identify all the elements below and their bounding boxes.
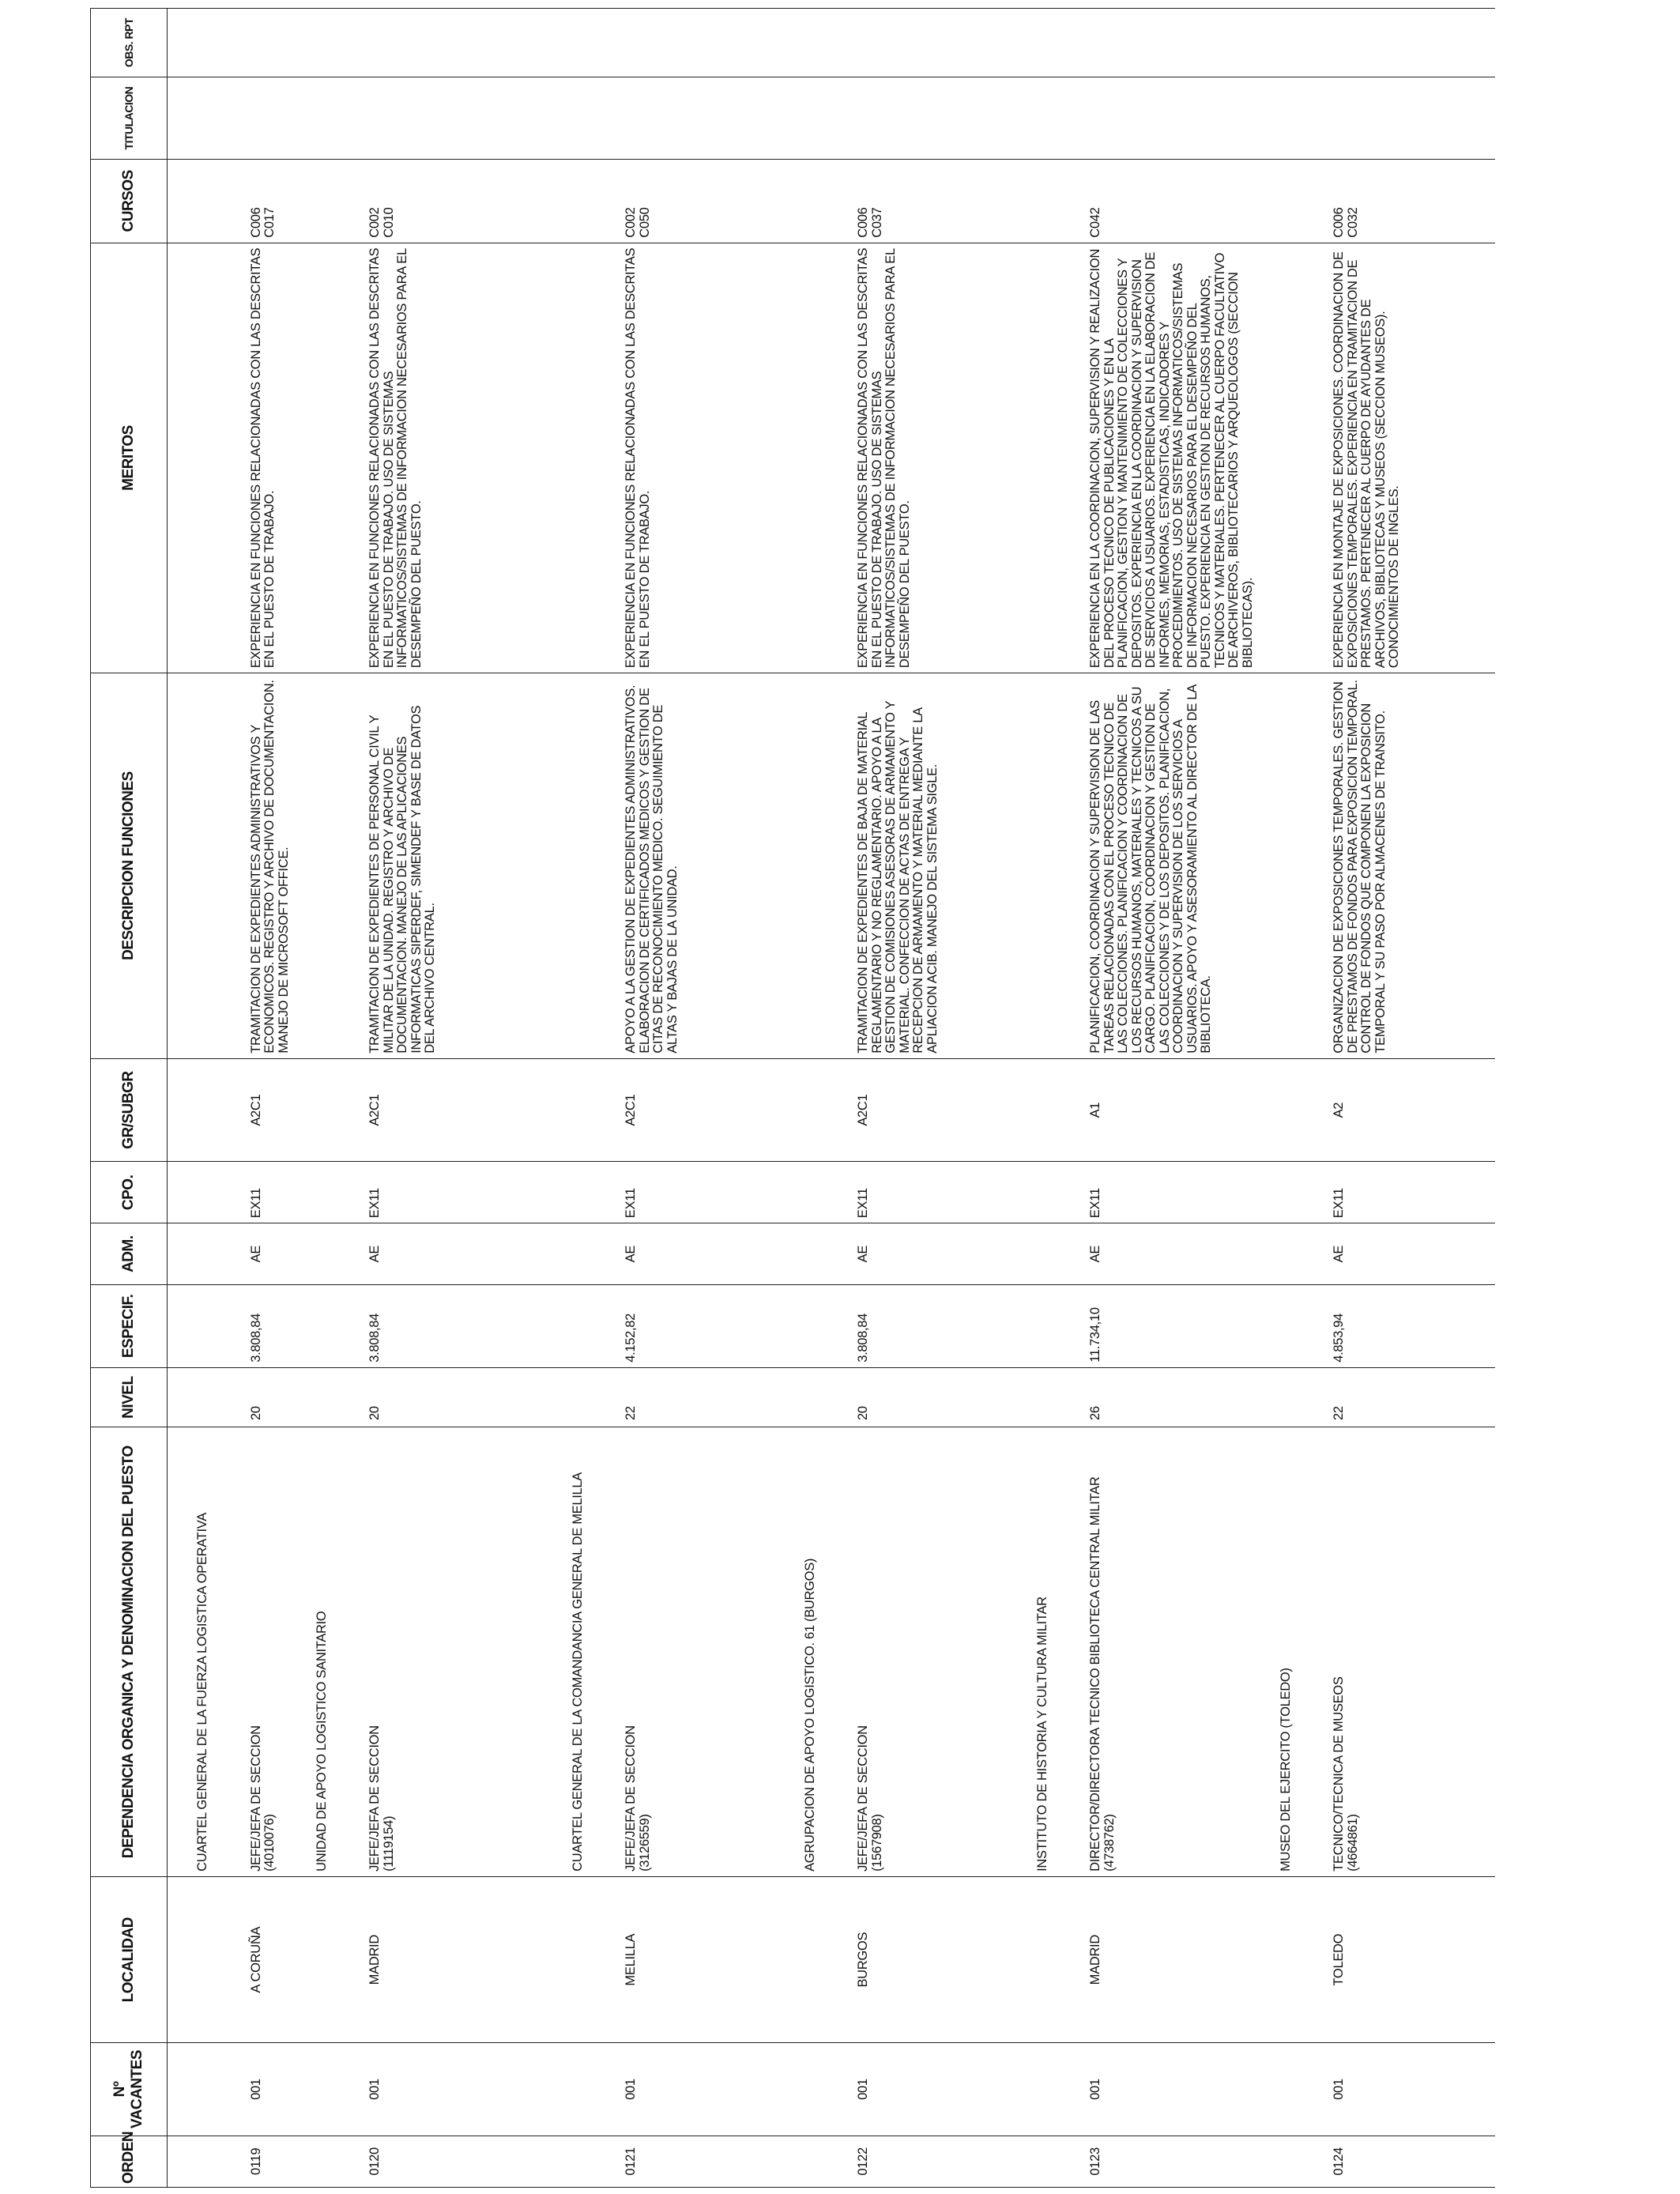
cpo-cell: EX11 [1054,1162,1255,1223]
header-dependencia: DEPENDENCIA ORGANICA Y DENOMINACION DEL PUESTO [91,1427,168,1876]
cpo-cell: EX11 [215,1162,292,1223]
unit-row [779,9,822,2188]
titulacion-cell [1298,77,1495,160]
puesto-cell [215,1427,292,1876]
empty-cell [1255,1367,1298,1427]
puesto-name: DIRECTOR/DIRECTORA TECNICO BIBLIOTECA CENTRAL MILITAR [1088,1476,1102,1872]
adm-cell: AE [1054,1223,1255,1285]
table-row [1054,9,1255,2188]
grupo-cell: A2 [1298,1058,1495,1162]
especif-cell: 4.152,82 [590,1285,779,1368]
unit-row [1011,9,1054,2188]
header-row [91,9,168,2188]
empty-cell [779,2043,822,2136]
nivel-cell: 20 [333,1367,547,1427]
puesto-cell [333,1427,547,1876]
empty-cell [1255,9,1298,77]
table-row [215,9,292,2188]
cpo-cell: EX11 [590,1162,779,1223]
unit-row [168,9,215,2188]
meritos-cell: EXPERIENCIA EN FUNCIONES RELACIONADAS CON LAS DESCRITAS EN EL PUESTO DE TRABAJO. USO DE SISTEMAS INFORMATICOS/SISTEMAS DE INFORMACION NECESARIOS PARA EL DESEMPEÑO DEL PUESTO. [333,243,547,673]
empty-cell [779,1058,822,1162]
empty-cell [547,673,590,1059]
table-row [1298,9,1495,2188]
empty-cell [547,159,590,243]
empty-cell [547,2136,590,2187]
header-obs: OBS. RPT [91,9,168,77]
obs-cell [1298,9,1495,77]
empty-cell [168,9,215,77]
obs-cell [822,9,1011,77]
cpo-cell: EX11 [1298,1162,1495,1223]
orden-cell: 0122 [822,2136,1011,2187]
grupo-cell: A1 [1054,1058,1255,1162]
header-nivel: NIVEL [91,1367,168,1427]
empty-cell [547,1876,590,2043]
titulacion-cell [822,77,1011,160]
empty-cell [291,673,333,1059]
cursos-cell: C002 C050 [590,159,779,243]
funciones-cell: APOYO A LA GESTION DE EXPEDIENTES ADMINISTRATIVOS. ELABORACION DE CERTIFICADOS MEDICOS Y GESTION DE CITAS DE RECONOCIMIENTO MEDICO. SEGUIMIENTO DE ALTAS Y BAJAS DE LA UNIDAD. [590,673,779,1059]
especif-cell: 3.808,84 [333,1285,547,1368]
adm-cell: AE [333,1223,547,1285]
empty-cell [291,1162,333,1223]
empty-cell [1011,2136,1054,2187]
especif-cell: 3.808,84 [822,1285,1011,1368]
adm-cell: AE [1298,1223,1495,1285]
funciones-cell: TRAMITACION DE EXPEDIENTES DE BAJA DE MATERIAL REGLAMENTARIO Y NO REGLAMENTARIO. APOYO A LA GESTION DE COMISIONES ASESORAS DE ARMAMENTO Y MATERIAL. CONFECCION DE ACTAS DE ENTREGA Y RECEPCION DE ARMAMENTO Y MATERIAL MEDIANTE LA APLIACION ACIB. MANEJO DEL SISTEMA SIGLE. [822,673,1011,1059]
empty-cell [547,1285,590,1368]
empty-cell [779,673,822,1059]
especif-cell: 11.734,10 [1054,1285,1255,1368]
orden-cell: 0123 [1054,2136,1255,2187]
table-row [590,9,779,2188]
grupo-cell: A2C1 [333,1058,547,1162]
cpo-cell: EX11 [333,1162,547,1223]
vacantes-cell: 001 [822,2043,1011,2136]
nivel-cell: 20 [215,1367,292,1427]
empty-cell [779,1162,822,1223]
empty-cell [1255,1285,1298,1368]
localidad-cell: MADRID [333,1876,547,2043]
cursos-cell: C006 C037 [822,159,1011,243]
empty-cell [291,77,333,160]
empty-cell [547,2043,590,2136]
vacantes-cell: 001 [333,2043,547,2136]
empty-cell [1011,1162,1054,1223]
obs-cell [590,9,779,77]
header-vacantes: Nº VACANTES [91,2043,168,2136]
unit-name: MUSEO DEL EJERCITO (TOLEDO) [1255,1427,1298,1876]
localidad-cell: BURGOS [822,1876,1011,2043]
unit-row [1255,9,1298,2188]
empty-cell [779,159,822,243]
empty-cell [1011,9,1054,77]
puesto-name: JEFE/JEFA DE SECCION [623,1725,638,1872]
empty-cell [168,243,215,673]
empty-cell [779,77,822,160]
empty-cell [1255,1162,1298,1223]
empty-cell [1255,159,1298,243]
obs-cell [333,9,547,77]
localidad-cell: MELILLA [590,1876,779,2043]
empty-cell [291,243,333,673]
puesto-cell [1054,1427,1255,1876]
unit-name: CUARTEL GENERAL DE LA COMANDANCIA GENERAL DE MELILLA [547,1427,590,1876]
empty-cell [779,9,822,77]
empty-cell [168,2136,215,2187]
titulacion-cell [215,77,292,160]
puesto-code: (4664861) [1345,1814,1360,1872]
nivel-cell: 26 [1054,1367,1255,1427]
nivel-cell: 22 [1298,1367,1495,1427]
titulacion-cell [590,77,779,160]
nivel-cell: 22 [590,1367,779,1427]
empty-cell [1011,243,1054,673]
puesto-code: (1119154) [381,1815,396,1872]
empty-cell [291,2043,333,2136]
empty-cell [168,673,215,1059]
puesto-cell [590,1427,779,1876]
empty-cell [1255,77,1298,160]
empty-cell [1011,673,1054,1059]
puesto-cell [1298,1427,1495,1876]
empty-cell [779,1876,822,2043]
grupo-cell: A2C1 [590,1058,779,1162]
empty-cell [291,159,333,243]
empty-cell [291,9,333,77]
empty-cell [291,1285,333,1368]
empty-cell [779,1223,822,1285]
header-titulacion: TITULACION [91,77,168,160]
empty-cell [168,159,215,243]
adm-cell: AE [822,1223,1011,1285]
puesto-name: TECNICO/TECNICA DE MUSEOS [1332,1676,1346,1872]
grupo-cell: A2C1 [215,1058,292,1162]
empty-cell [168,1285,215,1368]
cursos-cell: C006 C032 [1298,159,1495,243]
cpo-cell: EX11 [822,1162,1011,1223]
vacantes-cell: 001 [215,2043,292,2136]
empty-cell [291,1367,333,1427]
localidad-cell: MADRID [1054,1876,1255,2043]
empty-cell [547,1162,590,1223]
header-meritos: MERITOS [91,243,168,673]
header-cursos: CURSOS [91,159,168,243]
cursos-cell: C002 C010 [333,159,547,243]
empty-cell [1011,1285,1054,1368]
adm-cell: AE [590,1223,779,1285]
orden-cell: 0119 [215,2136,292,2187]
puesto-code: (3126559) [637,1814,652,1872]
empty-cell [168,1162,215,1223]
meritos-cell: EXPERIENCIA EN MONTAJE DE EXPOSICIONES. COORDINACION DE EXPOSICIONES TEMPORALES. EXPERIENCIA EN TRAMITACION DE PRESTAMOS. PERTENECER AL CUERPO DE AYUDANTES DE ARCHIVOS, BIBLIOTECAS Y MUSEOS (SECCION MUSEOS). CONOCIMIENTOS DE INGLES. [1298,243,1495,673]
header-grupo: GR/SUBGR [91,1058,168,1162]
vacantes-cell: 001 [1054,2043,1255,2136]
funciones-cell: PLANIFICACION, COORDINACION Y SUPERVISION DE LAS TAREAS RELACIONADAS CON EL PROCESO TECNICO DE LAS COLECCIONES. PLANIFICACION Y COORDINACION DE LOS RECURSOS HUMANOS, MATERIALES Y TECNICOS A SU CARGO. PLANIFICACION, COORDINACION Y GESTION DE LAS COLECCIONES Y DE LOS DEPOSITOS. PLANIFICACION, COORDINACION Y SUPERVISION DE LOS SERVICIOS A USUARIOS. APOYO Y ASESORAMIENTO AL DIRECTOR DE LA BIBLIOTECA. [1054,673,1255,1059]
header-localidad: LOCALIDAD [91,1876,168,2043]
empty-cell [547,243,590,673]
empty-cell [168,2043,215,2136]
cursos-cell: C006 C017 [215,159,292,243]
puesto-cell [822,1427,1011,1876]
obs-cell [215,9,292,77]
empty-cell [168,1876,215,2043]
empty-cell [779,1367,822,1427]
puesto-code: (1567908) [869,1814,884,1872]
obs-cell [1054,9,1255,77]
empty-cell [291,1223,333,1285]
titulacion-cell [333,77,547,160]
empty-cell [1255,1876,1298,2043]
empty-cell [1011,159,1054,243]
vacantes-cell: 001 [1298,2043,1495,2136]
puesto-name: JEFE/JEFA DE SECCION [248,1725,263,1872]
empty-cell [168,1367,215,1427]
funciones-cell: ORGANIZACION DE EXPOSICIONES TEMPORALES. GESTION DE PRESTAMOS DE FONDOS PARA EXPOSICION TEMPORAL. CONTROL DE FONDOS QUE COMPONEN LA EXPOSICION TEMPORAL Y SU PASO POR ALMACENES DE TRANSITO. [1298,673,1495,1059]
adm-cell: AE [215,1223,292,1285]
unit-name: UNIDAD DE APOYO LOGISTICO SANITARIO [291,1427,333,1876]
header-especif: ESPECIF. [91,1285,168,1368]
localidad-cell: TOLEDO [1298,1876,1495,2043]
empty-cell [168,1058,215,1162]
unit-name: INSTITUTO DE HISTORIA Y CULTURA MILITAR [1011,1427,1054,1876]
empty-cell [291,1058,333,1162]
empty-cell [1255,2136,1298,2187]
empty-cell [168,77,215,160]
empty-cell [547,9,590,77]
funciones-cell: TRAMITACION DE EXPEDIENTES ADMINISTRATIVOS Y ECONOMICOS. REGISTRO Y ARCHIVO DE DOCUMENTACION. MANEJO DE MICROSOFT OFFICE. [215,673,292,1059]
empty-cell [168,1223,215,1285]
puesto-name: JEFE/JEFA DE SECCION [367,1725,382,1872]
header-cpo: CPO. [91,1162,168,1223]
empty-cell [779,1285,822,1368]
empty-cell [779,2136,822,2187]
empty-cell [1011,1058,1054,1162]
orden-cell: 0120 [333,2136,547,2187]
empty-cell [1011,77,1054,160]
rotated-sheet [90,8,1401,2188]
titulacion-cell [1054,77,1255,160]
puesto-code: (4738762) [1102,1814,1117,1872]
empty-cell [547,1223,590,1285]
table-row [333,9,547,2188]
empty-cell [1255,2043,1298,2136]
puesto-name: JEFE/JEFA DE SECCION [856,1725,870,1872]
empty-cell [1255,1223,1298,1285]
empty-cell [1255,243,1298,673]
empty-cell [547,1367,590,1427]
header-orden: ORDEN [91,2136,168,2187]
empty-cell [1255,673,1298,1059]
vacantes-cell: 001 [590,2043,779,2136]
meritos-cell: EXPERIENCIA EN FUNCIONES RELACIONADAS CON LAS DESCRITAS EN EL PUESTO DE TRABAJO. [215,243,292,673]
orden-cell: 0121 [590,2136,779,2187]
grupo-cell: A2C1 [822,1058,1011,1162]
empty-cell [1255,1058,1298,1162]
empty-cell [1011,1876,1054,2043]
localidad-cell: A CORUÑA [215,1876,292,2043]
header-adm: ADM. [91,1223,168,1285]
unit-row [291,9,333,2188]
empty-cell [1011,1223,1054,1285]
nivel-cell: 20 [822,1367,1011,1427]
empty-cell [291,2136,333,2187]
empty-cell [779,243,822,673]
header-funciones: DESCRIPCION FUNCIONES [91,673,168,1059]
cursos-cell: C042 [1054,159,1255,243]
unit-row [547,9,590,2188]
meritos-cell: EXPERIENCIA EN LA COORDINACION, SUPERVISION Y REALIZACION DEL PROCESO TECNICO DE PUBLICACIONES Y EN LA PLANIFICACION, GESTION Y MANTENIMIENTO DE COLECCIONES Y DEPOSITOS. EXPERIENCIA EN LA COORDINACION Y SUPERVISION DE SERVICIOS A USUARIOS. EXPERIENCIA EN LA ELABORACION DE INFORMES, MEMORIAS, ESTADISTICAS, INDICADORES Y PROCEDIMIENTOS. USO DE SISTEMAS INFORMATICOS/SISTEMAS DE INFORMACION NECESARIOS PARA EL DESEMPEÑO DEL PUESTO. EXPERIENCIA EN GESTION DE RECURSOS HUMANOS, TECNICOS Y MATERIALES. PERTENECER AL CUERPO FACULTATIVO DE ARCHIVEROS, BIBLIOTECARIOS Y ARQUEOLOGOS (SECCION BIBLIOTECAS). [1054,243,1255,673]
orden-cell: 0124 [1298,2136,1495,2187]
unit-name: AGRUPACION DE APOYO LOGISTICO. 61 (BURGOS) [779,1427,822,1876]
especif-cell: 4.853,94 [1298,1285,1495,1368]
unit-name: CUARTEL GENERAL DE LA FUERZA LOGISTICA OPERATIVA [168,1427,215,1876]
funciones-cell: TRAMITACION DE EXPEDIENTES DE PERSONAL CIVIL Y MILITAR DE LA UNIDAD. REGISTRO Y ARCHIVO DE DOCUMENTACION. MANEJO DE LAS APLICACIONES INFORMATICAS SIPERDEF, SIMENDEF Y BASE DE DATOS DEL ARCHIVO CENTRAL. [333,673,547,1059]
meritos-cell: EXPERIENCIA EN FUNCIONES RELACIONADAS CON LAS DESCRITAS EN EL PUESTO DE TRABAJO. [590,243,779,673]
meritos-cell: EXPERIENCIA EN FUNCIONES RELACIONADAS CON LAS DESCRITAS EN EL PUESTO DE TRABAJO. USO DE SISTEMAS INFORMATICOS/SISTEMAS DE INFORMACION NECESARIOS PARA EL DESEMPEÑO DEL PUESTO. [822,243,1011,673]
especif-cell: 3.808,84 [215,1285,292,1368]
empty-cell [1011,2043,1054,2136]
vacancy-table [90,8,1495,2188]
puesto-code: (4010076) [262,1814,277,1872]
empty-cell [547,77,590,160]
empty-cell [547,1058,590,1162]
empty-cell [1011,1367,1054,1427]
empty-cell [291,1876,333,2043]
table-row [822,9,1011,2188]
